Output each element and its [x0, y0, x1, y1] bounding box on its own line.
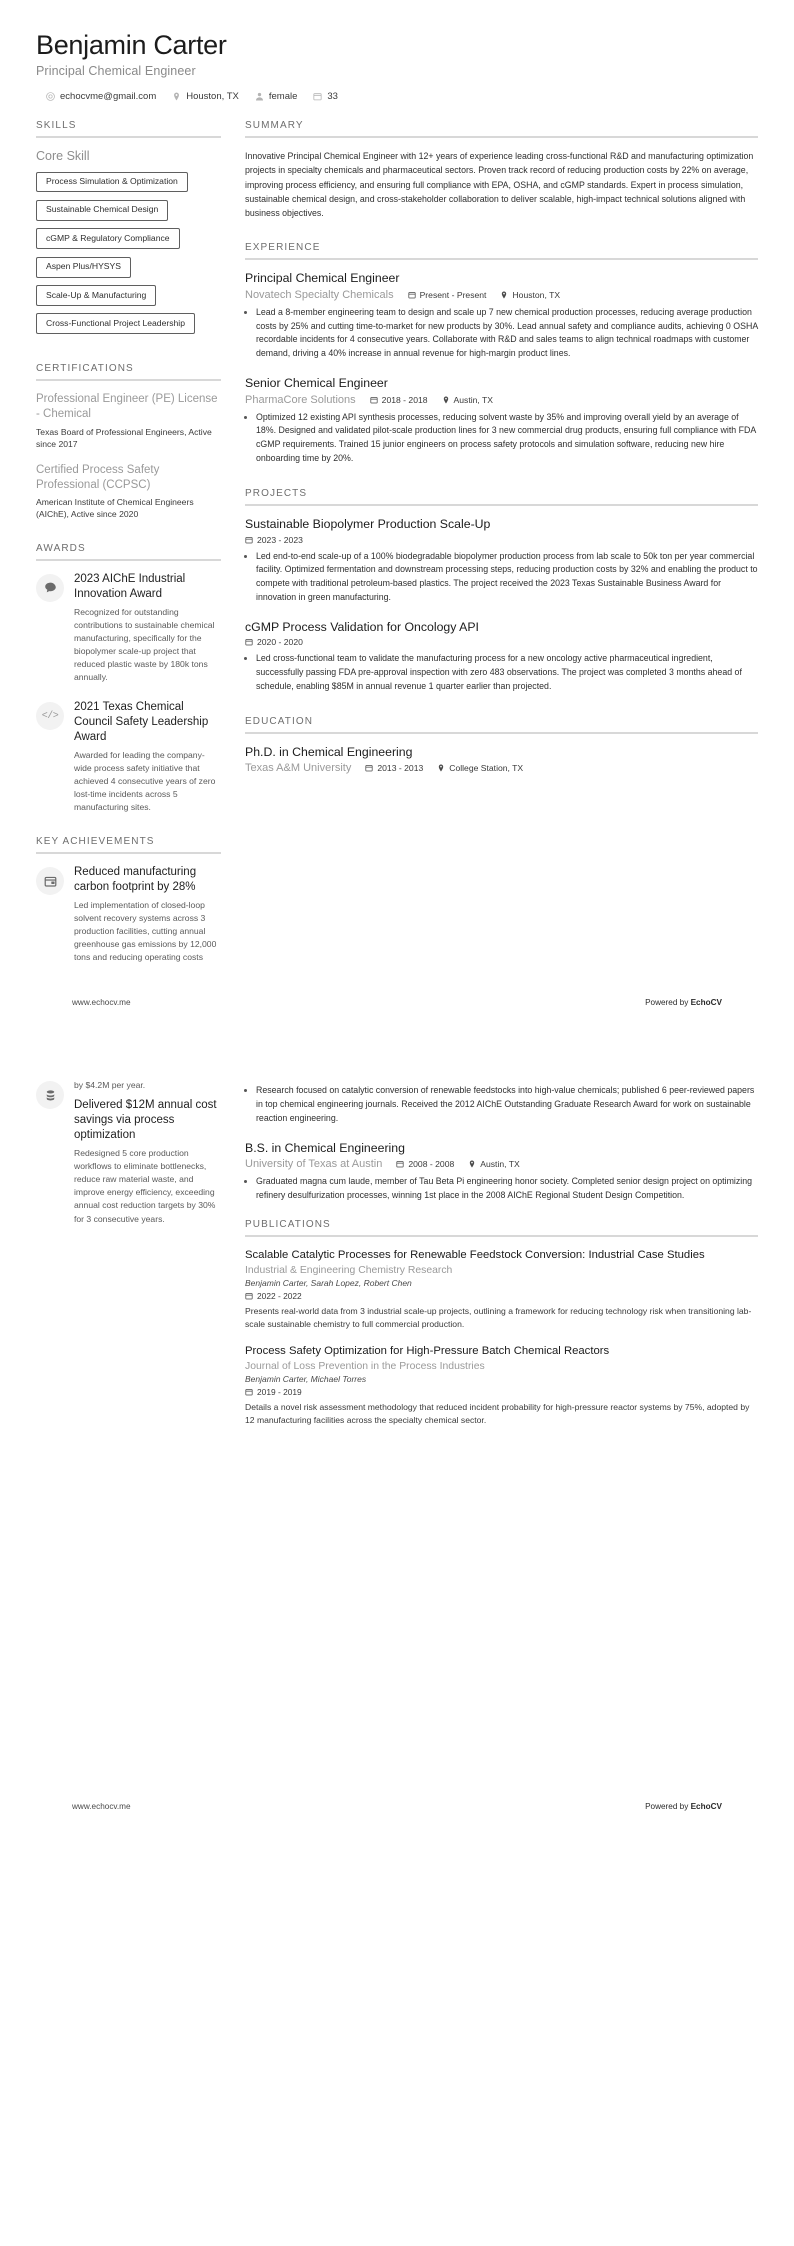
- divider: [36, 852, 221, 854]
- award-item-desc: Recognized for outstanding contributions to sustainable chemical manufacturing, specifically for the biopolymer scale-up project that reduced plastic waste by 180k tons annually.: [74, 606, 215, 682]
- skill-chip[interactable]: Scale-Up & Manufacturing: [36, 285, 156, 306]
- publication-dates: 2022 - 2022: [245, 1291, 758, 1301]
- contact-age: [313, 91, 338, 102]
- publication-title: Process Safety Optimization for High-Pressure Batch Chemical Reactors: [245, 1345, 610, 1358]
- section-heading-projects: PROJECTS: [245, 488, 308, 500]
- footer-brand: [645, 998, 722, 1007]
- award-item-desc: Awarded for leading the company-wide process safety initiative that achieved 4 consecutive years of zero lost-time incidents across 5 manufacturing sites.: [74, 749, 216, 813]
- experience-entry-dates: Present - Present: [408, 290, 487, 300]
- experience-entry-bullet: • Lead a 8-member engineering team to design and scale up 7 new chemical production processes, reducing average production costs by 25% and cutting time-to-market for new products by 30%. Lead annual safety and compliance audits, achieving 0 OSHA recordable incidents for 4 consecutive years. Collaborate with R&D and sales teams to align technical roadmaps with customer demand, driving a 40% increase in annual revenue for high-margin product lines.: [256, 306, 758, 362]
- publication-item: [245, 1248, 758, 1331]
- section-projects: [245, 488, 758, 694]
- skill-chip[interactable]: Cross-Functional Project Leadership: [36, 313, 195, 334]
- section-heading-key-achievements: KEY ACHIEVEMENTS: [36, 836, 155, 848]
- section-publications: [245, 1219, 758, 1428]
- education-entry-location: College Station, TX: [437, 763, 523, 773]
- certification-issuer: Texas Board of Professional Engineers, Active since 2017: [36, 426, 212, 450]
- skill-chip[interactable]: Process Simulation & Optimization: [36, 172, 188, 193]
- header-meta-row: [36, 91, 758, 102]
- section-heading-publications: PUBLICATIONS: [245, 1219, 331, 1231]
- education-entry-title: Ph.D. in Chemical Engineering: [245, 745, 413, 760]
- key-achievement-item-desc: Led implementation of closed-loop solvent recovery systems across 3 production facilities, cutting annual greenhouse gas emissions by 12,000 tons and reducing operating costs: [74, 900, 217, 963]
- footer-brand: [645, 1802, 722, 1811]
- publication-journal: Industrial & Engineering Chemistry Research: [245, 1264, 453, 1276]
- experience-entry-title: Principal Chemical Engineer: [245, 271, 400, 286]
- education-entry-location: Austin, TX: [468, 1159, 520, 1169]
- divider: [245, 1235, 758, 1237]
- experience-entry-title: Senior Chemical Engineer: [245, 376, 388, 391]
- experience-entry-meta-row: [245, 394, 758, 406]
- email-icon: [46, 92, 55, 101]
- publication-description: Presents real-world data from 3 industrial scale-up projects, outlining a framework for reducing technology risk when transitioning lab-scale sustainable chemistry to full commercial production.: [245, 1305, 752, 1330]
- footer-brand-name: EchoCV: [690, 1801, 722, 1811]
- project-entry-title: Sustainable Biopolymer Production Scale-Up: [245, 517, 491, 532]
- project-entry-bullets: [245, 652, 758, 694]
- section-skills: [36, 120, 221, 341]
- publication-list: [245, 1248, 758, 1428]
- project-entry-title: cGMP Process Validation for Oncology API: [245, 620, 479, 635]
- section-heading-experience: EXPERIENCE: [245, 242, 321, 254]
- contact-gender-value: female: [268, 91, 298, 103]
- footer-brand-name: EchoCV: [690, 998, 722, 1008]
- divider: [245, 258, 758, 260]
- contact-location-value: Houston, TX: [186, 91, 239, 103]
- education-list: [245, 745, 758, 774]
- education-entry: [245, 1084, 758, 1126]
- section-heading-awards: AWARDS: [36, 542, 86, 554]
- key-achievement-item-desc-prefix: by $4.2M per year.: [74, 1080, 146, 1091]
- key-achievement-item-body: [74, 1079, 221, 1225]
- experience-entry-bullets: [245, 411, 758, 467]
- section-experience: [245, 242, 758, 466]
- education-entry-meta-row: [245, 762, 758, 774]
- left-column: [36, 120, 221, 986]
- project-entry-dates: 2023 - 2023: [245, 535, 303, 545]
- section-heading-certifications: CERTIFICATIONS: [36, 363, 134, 375]
- experience-entry-org: Novatech Specialty Chemicals: [245, 288, 394, 301]
- speech-bubble-icon: [36, 574, 64, 602]
- footer-site[interactable]: www.echocv.me: [72, 1801, 131, 1811]
- experience-entry-bullets: [245, 306, 758, 362]
- experience-entry-meta-row: [245, 289, 758, 301]
- contact-age-value: 33: [327, 91, 338, 103]
- award-item: [36, 700, 221, 814]
- key-achievement-item: [36, 865, 221, 964]
- location-pin-icon: [172, 92, 181, 101]
- footer-brand-prefix: Powered by: [645, 998, 691, 1008]
- contact-email: [46, 91, 156, 102]
- education-entry-bullets: [245, 1175, 758, 1203]
- experience-entry-location: Houston, TX: [500, 290, 560, 300]
- publication-dates: 2019 - 2019: [245, 1387, 758, 1397]
- education-entry-bullets: [245, 1084, 758, 1126]
- divider: [36, 559, 221, 561]
- education-entry-dates: 2013 - 2013: [365, 763, 423, 773]
- publication-item: [245, 1344, 758, 1427]
- award-item-body: [74, 572, 221, 684]
- calendar-icon: [313, 92, 322, 101]
- certification-name: Professional Engineer (PE) License - Chemical: [36, 393, 218, 421]
- project-entry-meta-row: [245, 637, 758, 647]
- education-entry-meta-row: [245, 1158, 758, 1170]
- divider: [36, 379, 221, 381]
- education-entry-org: University of Texas at Austin: [245, 1158, 383, 1171]
- right-column: [245, 120, 758, 796]
- publication-description: Details a novel risk assessment methodology that reduced incident probability for high-pressure reactor systems by 75%, adopted by 12 manufacturing facilities across the specialty chemical sector.: [245, 1402, 750, 1426]
- education-list-continued: [245, 1084, 758, 1203]
- certification-name: Certified Process Safety Professional (CCPSC): [36, 463, 160, 491]
- page-footer-2: [36, 1790, 758, 1825]
- publication-title: Scalable Catalytic Processes for Renewable Feedstock Conversion: Industrial Case Studies: [245, 1249, 705, 1262]
- skill-chip[interactable]: Sustainable Chemical Design: [36, 200, 168, 221]
- award-item-title: 2023 AIChE Industrial Innovation Award: [74, 572, 186, 600]
- person-icon: [255, 92, 264, 101]
- publication-authors: Benjamin Carter, Sarah Lopez, Robert Chen: [245, 1277, 412, 1288]
- experience-entry-bullet: • Optimized 12 existing API synthesis processes, reducing solvent waste by 35% and improving overall yield by an average of 18%. Designed and validated pilot-scale production lines for 3 new commercial drug products, ensuring full compliance with FDA cGMP requirements. Trained 15 junior engineers on process safety protocols and simulation software, reducing new hire onboarding time by 20%.: [256, 411, 758, 467]
- certification-item: [36, 392, 221, 450]
- project-entry-bullets: [245, 550, 758, 606]
- footer-brand-prefix: Powered by: [645, 1801, 691, 1811]
- resume-body: [36, 120, 758, 986]
- skill-chip[interactable]: cGMP & Regulatory Compliance: [36, 228, 180, 249]
- experience-entry-org: PharmaCore Solutions: [245, 393, 356, 406]
- contact-email-value: echocvme@gmail.com: [60, 91, 157, 103]
- education-entry-title: B.S. in Chemical Engineering: [245, 1141, 405, 1156]
- left-column-2: [36, 1079, 221, 1241]
- project-entry: [245, 517, 758, 605]
- resume-page-2: [0, 1043, 794, 1824]
- award-item-title: 2021 Texas Chemical Council Safety Leadership Award: [74, 701, 209, 743]
- project-entry-meta-row: [245, 535, 758, 545]
- skill-group-label: Core Skill: [36, 149, 90, 164]
- header-subtitle: Principal Chemical Engineer: [36, 64, 196, 79]
- education-entry: [245, 745, 758, 774]
- experience-entry: [245, 271, 758, 361]
- key-achievement-item-title: Delivered $12M annual cost savings via process optimization: [74, 1099, 217, 1142]
- project-entry-bullet: • Led end-to-end scale-up of a 100% biodegradable biopolymer production process from lab scale to 50k ton per year commercial facility. Optimized fermentation and downstream processing steps, reducing production costs by 32% and enabling the product to compete with traditional petroleum-based plastics. The project received the 2023 Texas Sustainable Business Award for innovation in green manufacturing.: [256, 550, 758, 606]
- award-list: [36, 572, 221, 814]
- certification-item: [36, 463, 221, 521]
- divider: [245, 732, 758, 734]
- section-key-achievements: [36, 836, 221, 964]
- key-achievement-list: [36, 865, 221, 964]
- certification-issuer: American Institute of Chemical Engineers (AIChE), Active since 2020: [36, 496, 194, 520]
- key-achievement-item-title: Reduced manufacturing carbon footprint by 28%: [74, 866, 197, 894]
- section-awards: [36, 543, 221, 814]
- section-heading-skills: SKILLS: [36, 120, 77, 132]
- page-separator: [0, 1021, 794, 1043]
- experience-entry: [245, 376, 758, 466]
- contact-location: [172, 91, 239, 102]
- certification-list: [36, 392, 221, 521]
- divider: [245, 136, 758, 138]
- summary-text: Innovative Principal Chemical Engineer with 12+ years of experience leading cross-functional R&D and manufacturing optimization projects in specialty chemicals and pharmaceutical sectors. Proven track record of reducing production costs by 22% on average, improving process efficiency, and ensuring full compliance with EPA, OSHA, and cGMP standards. Expert in process simulation, sustainable chemical design, and cross-stakeholder collaboration to deliver scalable, high-impact technical solutions aligned with business objectives.: [245, 151, 754, 219]
- calendar-card-icon: [36, 867, 64, 895]
- award-item-body: [74, 700, 221, 814]
- publication-authors: Benjamin Carter, Michael Torres: [245, 1374, 367, 1385]
- education-entry-org: Texas A&M University: [245, 762, 352, 775]
- divider: [245, 504, 758, 506]
- footer-site[interactable]: www.echocv.me: [72, 998, 131, 1008]
- award-item: [36, 572, 221, 684]
- skill-chip-list: [36, 171, 221, 341]
- section-certifications: [36, 363, 221, 521]
- code-icon: </>: [36, 702, 64, 730]
- project-entry-bullet: • Led cross-functional team to validate the manufacturing process for a new oncology active pharmaceutical ingredient, successfully passing FDA pre-approval inspection with zero 483 observations. The project was completed 3 months ahead of schedule, enabling $85M in annual revenue 1 quarter earlier than projected.: [256, 652, 758, 694]
- project-entry: [245, 620, 758, 694]
- page-footer-1: [36, 986, 758, 1021]
- education-entry: [245, 1141, 758, 1203]
- divider: [36, 136, 221, 138]
- publication-journal: Journal of Loss Prevention in the Process Industries: [245, 1361, 485, 1373]
- experience-entry-location: Austin, TX: [442, 395, 494, 405]
- project-entry-dates: 2020 - 2020: [245, 637, 303, 647]
- experience-list: [245, 271, 758, 466]
- section-heading-summary: SUMMARY: [245, 120, 304, 132]
- section-education: [245, 716, 758, 774]
- key-achievement-list-continued: [36, 1079, 221, 1225]
- resume-body-2: [36, 1079, 758, 1449]
- key-achievement-item-desc: Redesigned 5 core production workflows to eliminate bottlenecks, reduce raw material waste, and improve energy efficiency, exceeding annual cost reduction targets by 30% for 3 consecutive years.: [74, 1148, 216, 1224]
- key-achievement-item: [36, 1079, 221, 1225]
- section-summary: [245, 120, 758, 220]
- skill-chip[interactable]: Aspen Plus/HYSYS: [36, 257, 131, 278]
- section-heading-education: EDUCATION: [245, 716, 314, 728]
- education-entry-bullet: • Research focused on catalytic conversion of renewable feedstocks into high-value chemicals; published 6 peer-reviewed papers in top chemical engineering journals. Received the 2012 AIChE Outstanding Graduate Research Award for work on sustainable reaction engineering.: [256, 1084, 758, 1126]
- education-entry-dates: 2008 - 2008: [396, 1159, 454, 1169]
- right-column-2: [245, 1079, 758, 1449]
- contact-gender: [255, 91, 298, 102]
- experience-entry-dates: 2018 - 2018: [370, 395, 428, 405]
- page-title: Benjamin Carter: [36, 30, 227, 60]
- database-icon: [36, 1081, 64, 1109]
- project-list: [245, 517, 758, 694]
- education-entry-bullet: • Graduated magna cum laude, member of Tau Beta Pi engineering honor society. Completed senior design project on optimizing refinery desulfurization processes, winning 1st place in the 2008 AIChE Regional Student Design Competition.: [256, 1175, 758, 1203]
- resume-header: [36, 30, 758, 102]
- key-achievement-item-body: [74, 865, 221, 964]
- resume-page-1: [0, 0, 794, 1021]
